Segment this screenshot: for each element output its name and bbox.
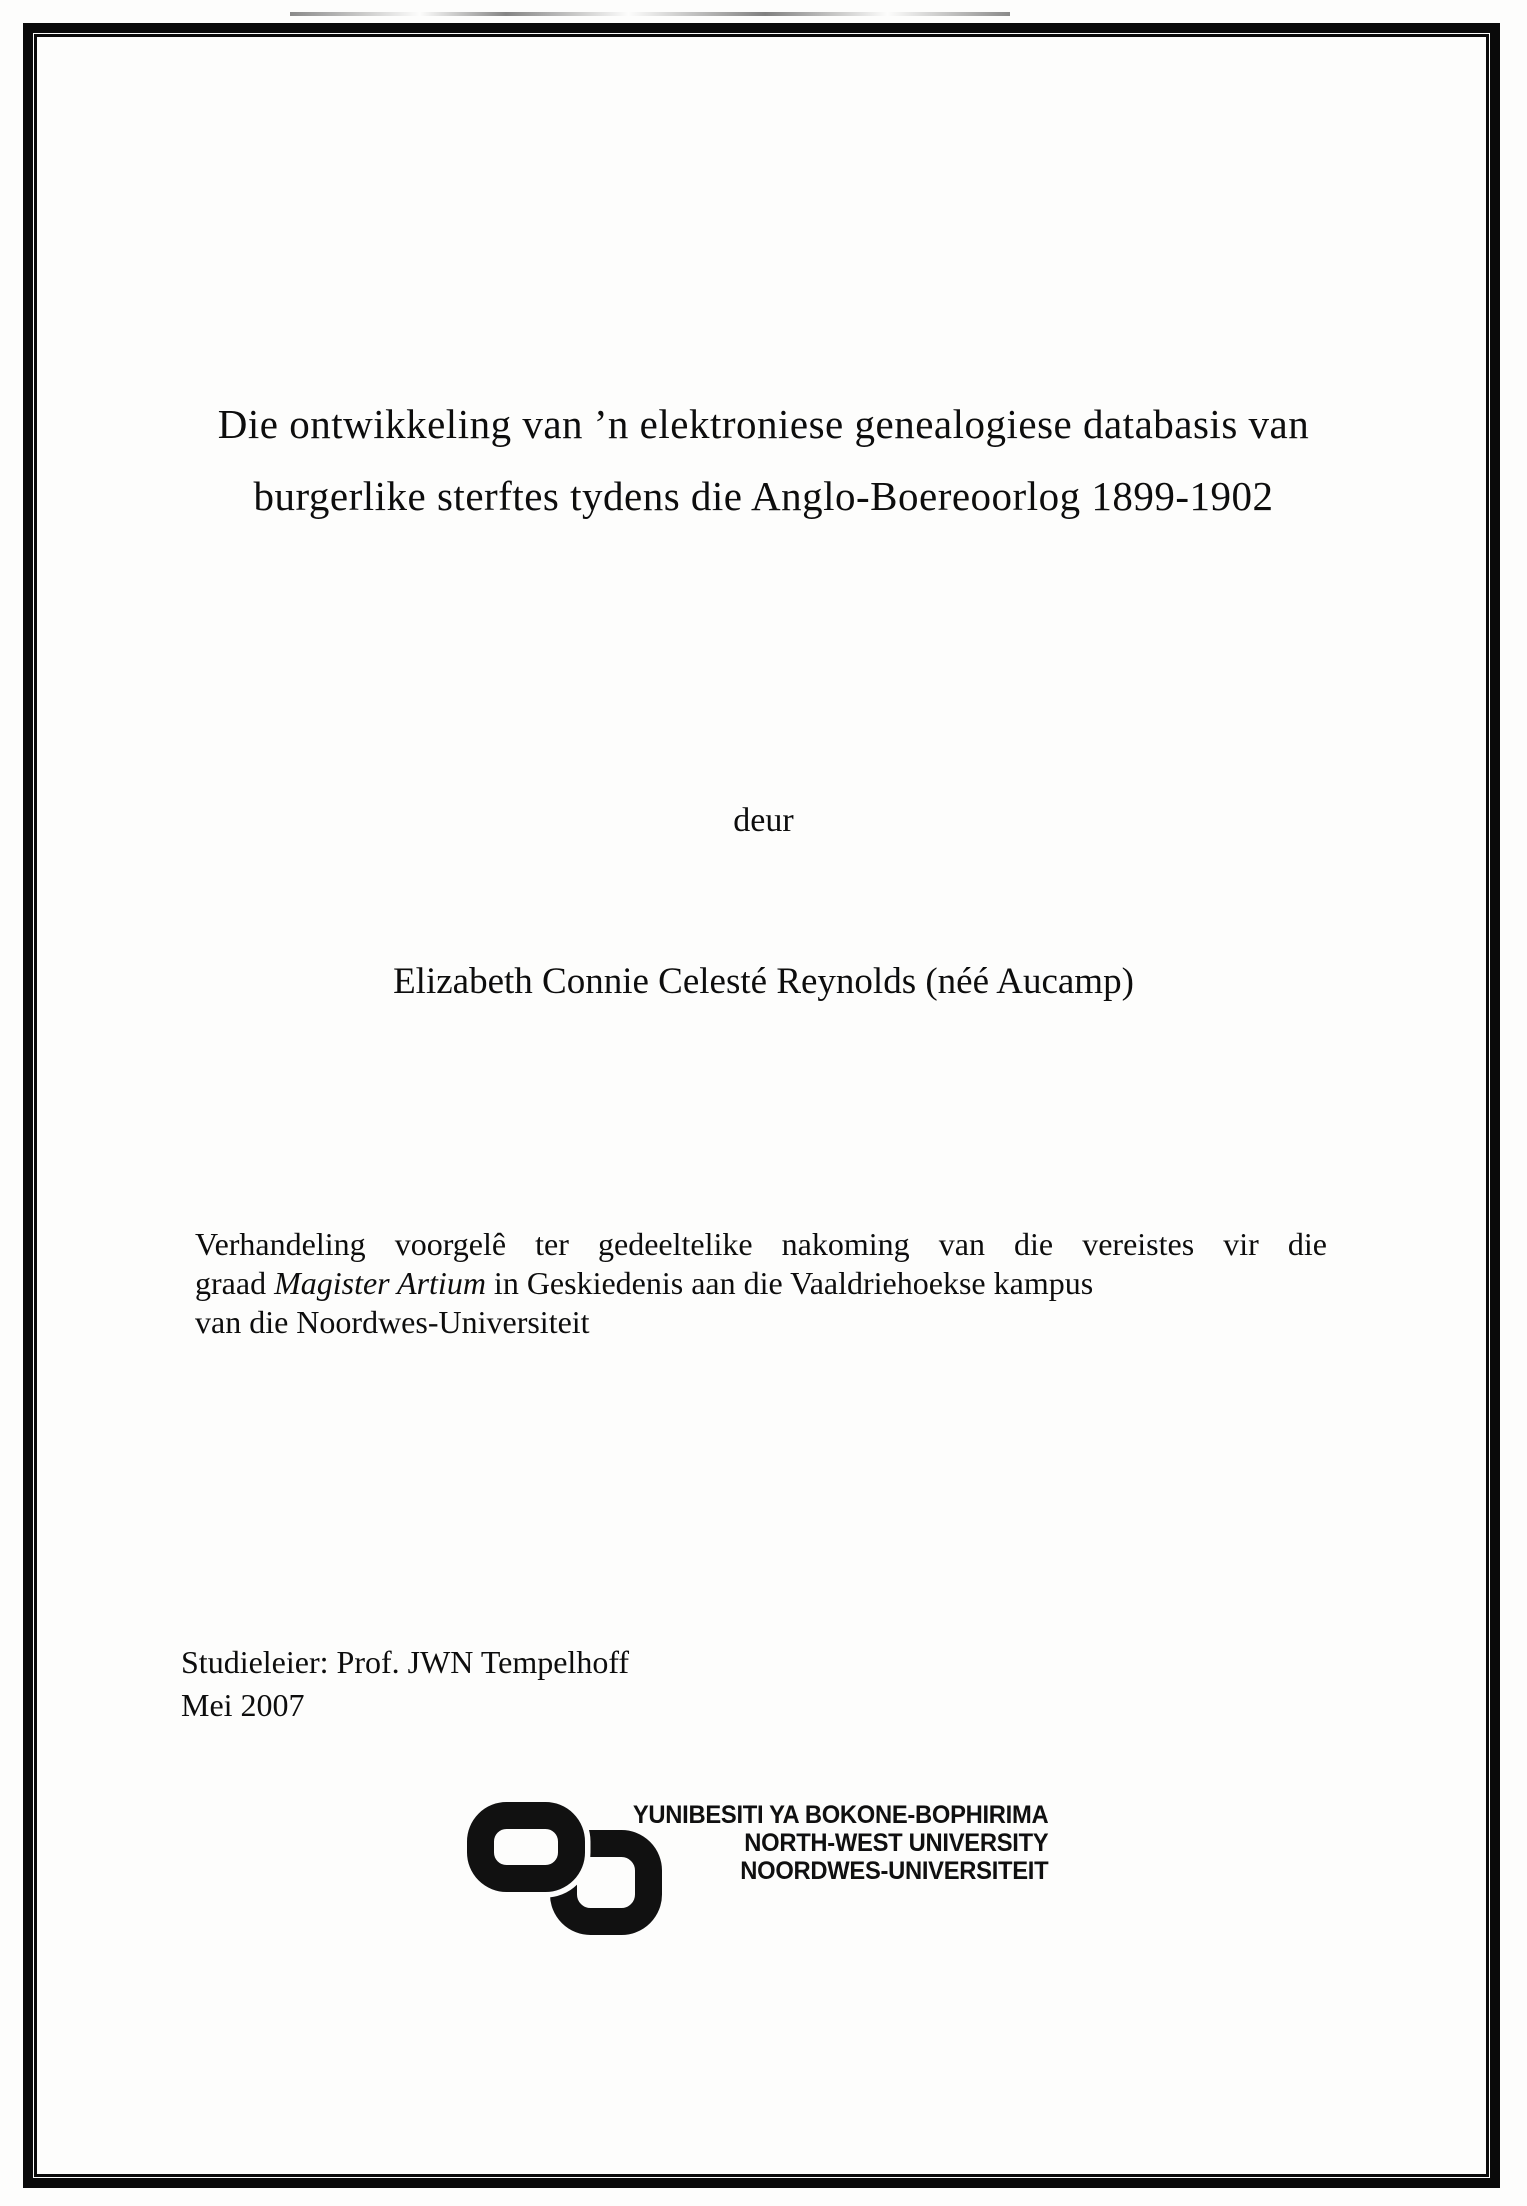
thesis-title-line-1: Die ontwikkeling van ’n elektroniese genealogiese databasis van bbox=[217, 401, 1310, 447]
university-wordmark bbox=[633, 1801, 1048, 1885]
degree-statement-line-2-suffix: in Geskiedenis aan die Vaaldriehoekse kampus bbox=[485, 1265, 1094, 1301]
thesis-title-line-2: burgerlike sterftes tydens die Anglo-Boereoorlog 1899-1902 bbox=[253, 473, 1274, 519]
degree-statement-line-1: Verhandeling voorgelê ter gedeeltelike nakoming van die vereistes vir die bbox=[195, 1226, 1327, 1262]
degree-statement bbox=[195, 1225, 1327, 1342]
degree-statement-line-2 bbox=[195, 1264, 1327, 1303]
university-name-setswana: YUNIBESITI YA BOKONE-BOPHIRIMA bbox=[632, 1801, 1048, 1829]
university-name-english: NORTH-WEST UNIVERSITY bbox=[743, 1829, 1048, 1857]
supervisor-line: Studieleier: Prof. JWN Tempelhoff bbox=[181, 1644, 630, 1680]
degree-statement-line-2-prefix: graad bbox=[195, 1265, 275, 1301]
thesis-title bbox=[0, 388, 1527, 532]
byline: deur bbox=[733, 802, 794, 839]
university-name-afrikaans: NOORDWES-UNIVERSITEIT bbox=[739, 1857, 1048, 1885]
degree-name-italic: Magister Artium bbox=[274, 1265, 486, 1301]
date-line: Mei 2007 bbox=[181, 1687, 305, 1723]
degree-statement-line-3: van die Noordwes-Universiteit bbox=[195, 1304, 590, 1340]
supervisor-block bbox=[181, 1641, 629, 1727]
scan-artifact bbox=[290, 12, 1010, 16]
author-name: Elizabeth Connie Celesté Reynolds (néé Aucamp) bbox=[393, 961, 1134, 1002]
